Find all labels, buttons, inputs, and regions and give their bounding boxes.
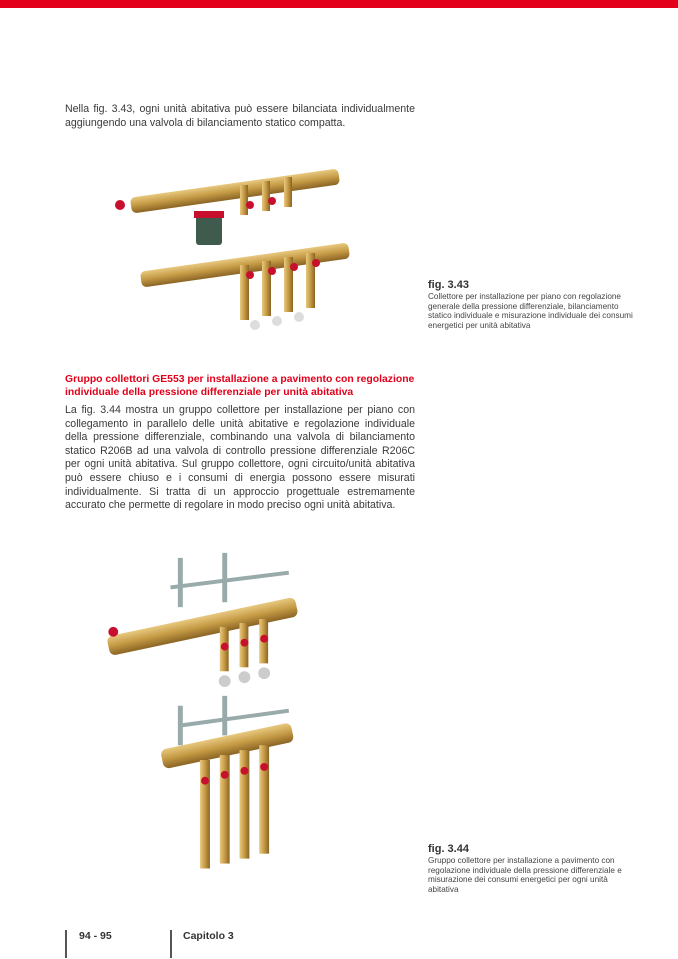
figure-label: fig. 3.44	[428, 843, 469, 855]
page-numbers: 94 - 95	[79, 930, 112, 942]
figure-label: fig. 3.43	[428, 279, 469, 291]
footer-divider	[65, 930, 67, 958]
figure-3-44-manifold-image	[100, 548, 310, 903]
footer-divider	[170, 930, 172, 958]
chapter-label: Capitolo 3	[183, 930, 234, 942]
figure-3-43-manifold-image	[90, 145, 380, 340]
top-red-bar	[0, 0, 678, 8]
caption-text: Collettore per installazione per piano con regolazione generale della pressione differenziale, bilanciamento statico individuale e misurazione individuale dei consumi energetici per unità abitativa	[428, 292, 633, 330]
caption-text: Gruppo collettore per installazione a pavimento con regolazione individuale della pressione differenziale e misurazione dei consumi energetici per ogni unità abitativa	[428, 856, 622, 894]
intro-paragraph: Nella fig. 3.43, ogni unità abitativa può essere bilanciata individualmente aggiungendo una valvola di bilanciamento statico compatta.	[65, 103, 415, 129]
figure-3-44-caption	[428, 843, 638, 894]
section-heading: Gruppo collettori GE553 per installazione a pavimento con regolazione individuale della pressione differenziale per unità abitativa	[65, 374, 415, 398]
figure-3-43-caption	[428, 279, 638, 330]
section	[65, 373, 415, 513]
section-body: La fig. 3.44 mostra un gruppo collettore per installazione per piano con collegamento in parallelo delle unità abitative e regolazione individuale della pressione differenziale, combinando una valvola di bilanciamento statico R206B ad una valvola di controllo pressione differenziale R206C per ogni unità abitativa. Sul gruppo collettore, ogni circuito/unità abitativa può essere chiuso e i consumi di energia possono essere misurati individualmente. Si tratta di un approccio progettuale estremamente accurato che permette di regolare in modo preciso ogni unità abitativa.	[65, 404, 415, 512]
